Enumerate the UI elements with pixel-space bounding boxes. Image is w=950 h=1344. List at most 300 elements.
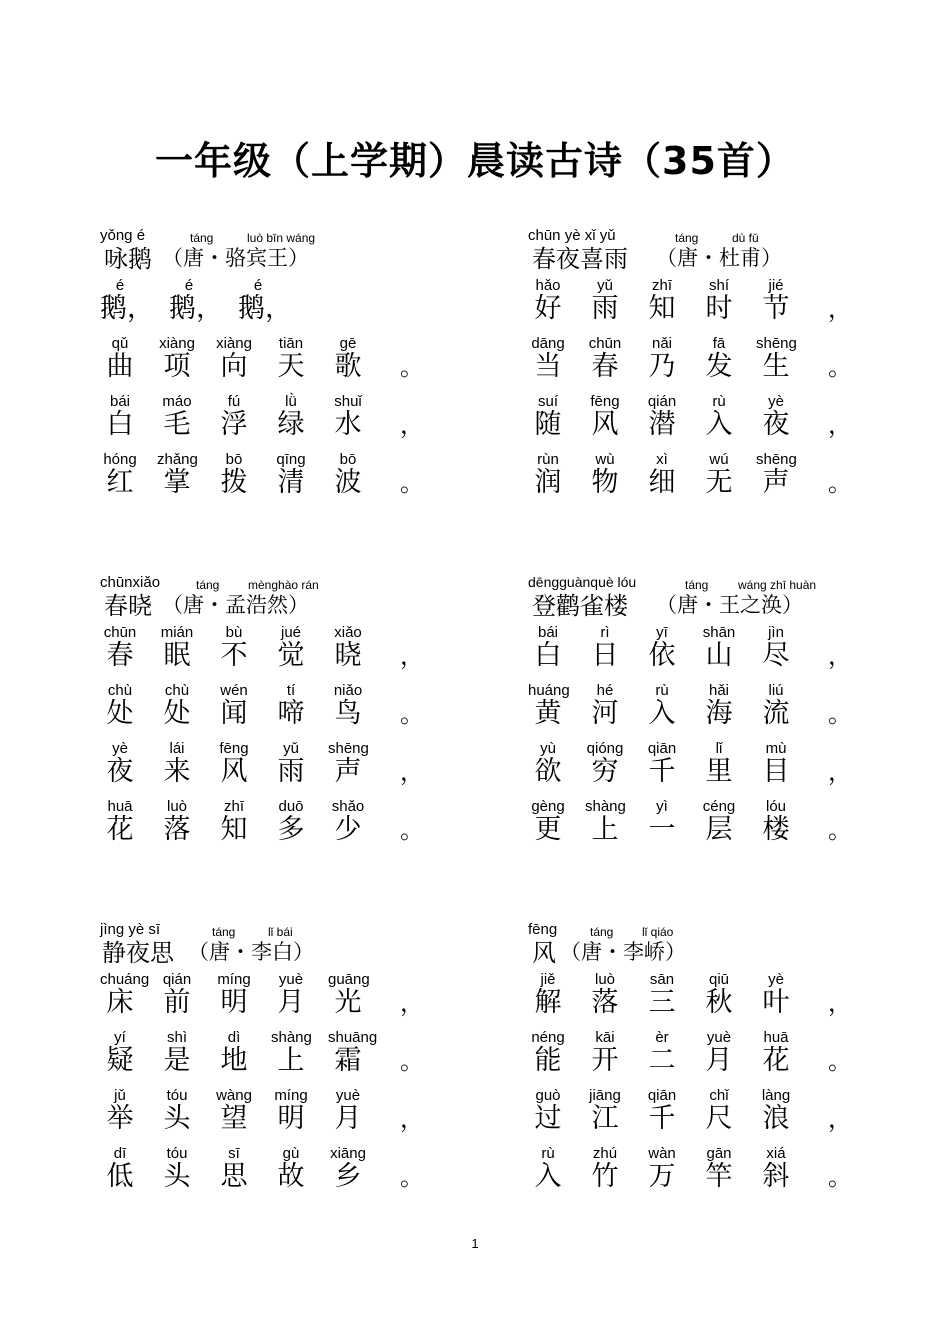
- poem-title-pinyin: fēng: [528, 921, 558, 938]
- character: 水: [334, 409, 362, 440]
- character-pinyin: nǎi: [651, 335, 673, 352]
- character-pinyin: hǎo: [535, 277, 561, 294]
- character: 望: [220, 1103, 248, 1134]
- character: 二: [648, 1045, 676, 1076]
- character-pinyin: rù: [655, 682, 669, 699]
- character: 夜: [762, 409, 790, 440]
- character-pinyin: xiá: [766, 1145, 786, 1162]
- character: 眠: [163, 640, 191, 671]
- page-number: 1: [471, 1236, 479, 1251]
- poem-title: 咏鹅: [104, 245, 152, 273]
- poem-author: （唐・骆宾王）: [162, 246, 309, 270]
- line-punctuation: 。: [828, 816, 852, 844]
- character-pinyin: lǜ: [285, 393, 297, 410]
- character-pinyin: fēng: [219, 740, 249, 757]
- character-pinyin: tí: [286, 682, 296, 699]
- page-title: 一年级（上学期）晨读古诗（35首）: [155, 139, 795, 183]
- dynasty-pinyin: táng: [196, 578, 220, 592]
- character-pinyin: lái: [169, 740, 185, 757]
- character-pinyin: shēng: [756, 335, 797, 352]
- poem-line: [100, 1088, 480, 1146]
- line-punctuation: ，: [400, 411, 424, 439]
- character-pinyin: bù: [225, 624, 243, 641]
- character: 是: [163, 1045, 191, 1076]
- character: 楼: [762, 814, 790, 845]
- line-punctuation: ，: [400, 642, 424, 670]
- character-pinyin: céng: [702, 798, 736, 815]
- poem-title: 春晓: [104, 592, 152, 620]
- character-pinyin: máo: [162, 393, 192, 410]
- line-punctuation: 。: [400, 816, 424, 844]
- character-pinyin: chūn: [103, 624, 137, 641]
- poem-header: [528, 922, 908, 972]
- character: 目: [762, 756, 790, 787]
- poem: [100, 228, 480, 510]
- character-pinyin: guò: [535, 1087, 561, 1104]
- character-pinyin: sī: [228, 1145, 240, 1162]
- author-pinyin: dù fǔ: [732, 231, 759, 245]
- character: 入: [648, 698, 676, 729]
- author-pinyin: wáng zhī huàn: [738, 578, 817, 592]
- poem-header: [100, 228, 480, 278]
- character: 雨: [277, 756, 305, 787]
- character: 叶: [762, 987, 790, 1018]
- character-pinyin: fēng: [590, 393, 620, 410]
- character: 细: [648, 467, 676, 498]
- character-pinyin: shēng: [756, 451, 797, 468]
- poem-title: 静夜思: [102, 939, 174, 967]
- character-pinyin: bō: [339, 451, 357, 468]
- character-pinyin: kāi: [595, 1029, 615, 1046]
- character-pinyin: hǎi: [708, 682, 730, 699]
- poem-line: [100, 336, 480, 394]
- poem-line: [100, 1030, 480, 1088]
- dynasty-pinyin: táng: [212, 925, 236, 939]
- line-punctuation: 。: [400, 469, 424, 497]
- character-pinyin: duō: [278, 798, 304, 815]
- character: 啼: [277, 698, 305, 729]
- character: 尽: [762, 640, 790, 671]
- character-pinyin: yǔ: [597, 277, 613, 294]
- character: 鹅，: [100, 293, 154, 324]
- poem-header: [100, 575, 480, 625]
- character-pinyin: chuáng: [100, 971, 150, 988]
- character-pinyin: tiān: [278, 335, 304, 352]
- character: 白: [106, 409, 134, 440]
- line-punctuation: 。: [828, 469, 852, 497]
- character: 发: [705, 351, 733, 382]
- character-pinyin: yuè: [706, 1029, 732, 1046]
- line-punctuation: ，: [828, 642, 852, 670]
- poem-line: [528, 278, 908, 336]
- character: 时: [705, 293, 733, 324]
- poem: [528, 922, 908, 1204]
- line-punctuation: 。: [828, 1047, 852, 1075]
- character: 潜: [648, 409, 676, 440]
- character-pinyin: hé: [596, 682, 614, 699]
- character-pinyin: yè: [112, 740, 128, 757]
- character: 晓: [334, 640, 362, 671]
- character: 更: [534, 814, 562, 845]
- character: 举: [106, 1103, 134, 1134]
- poem-title: 风: [532, 939, 556, 967]
- character: 浮: [220, 409, 248, 440]
- poem-line: [100, 1146, 480, 1204]
- character: 无: [705, 467, 733, 498]
- character-pinyin: jiāng: [589, 1087, 621, 1104]
- line-punctuation: 。: [400, 1163, 424, 1191]
- character-pinyin: èr: [655, 1029, 669, 1046]
- character: 少: [334, 814, 362, 845]
- character: 毛: [163, 409, 191, 440]
- character-pinyin: qiū: [708, 971, 730, 988]
- character: 竿: [705, 1161, 733, 1192]
- poem: [528, 228, 908, 510]
- line-punctuation: 。: [828, 1163, 852, 1191]
- character: 欲: [534, 756, 562, 787]
- character-pinyin: chù: [107, 682, 133, 699]
- character: 入: [534, 1161, 562, 1192]
- line-punctuation: ，: [828, 411, 852, 439]
- poem-line: [100, 394, 480, 452]
- character-pinyin: é: [253, 277, 263, 294]
- character-pinyin: chūn: [588, 335, 622, 352]
- character: 依: [648, 640, 676, 671]
- character: 山: [705, 640, 733, 671]
- character: 流: [762, 698, 790, 729]
- character-pinyin: jiě: [540, 971, 556, 988]
- character-pinyin: rù: [712, 393, 726, 410]
- character: 落: [591, 987, 619, 1018]
- character-pinyin: shí: [708, 277, 729, 294]
- poem-author: （唐・孟浩然）: [162, 593, 309, 617]
- character: 白: [534, 640, 562, 671]
- character-pinyin: xiāng: [330, 1145, 366, 1162]
- character: 过: [534, 1103, 562, 1134]
- character: 波: [334, 467, 362, 498]
- character-pinyin: dì: [227, 1029, 241, 1046]
- character: 生: [762, 351, 790, 382]
- character-pinyin: làng: [761, 1087, 791, 1104]
- line-punctuation: ，: [400, 758, 424, 786]
- poem: [100, 575, 480, 857]
- character: 竹: [591, 1161, 619, 1192]
- character: 地: [220, 1045, 248, 1076]
- character-pinyin: luò: [594, 971, 616, 988]
- character: 花: [762, 1045, 790, 1076]
- poem-line: [528, 683, 908, 741]
- character-pinyin: sān: [649, 971, 675, 988]
- character: 秋: [705, 987, 733, 1018]
- character-pinyin: shuāng: [328, 1029, 378, 1046]
- poem-line: [528, 1030, 908, 1088]
- character: 头: [163, 1161, 191, 1192]
- character: 夜: [106, 756, 134, 787]
- character-pinyin: xiàng: [159, 335, 195, 352]
- character: 不: [220, 640, 248, 671]
- character: 明: [220, 987, 248, 1018]
- character-pinyin: huā: [107, 798, 133, 815]
- character-pinyin: xiǎo: [334, 624, 362, 641]
- character-pinyin: gèng: [531, 798, 565, 815]
- poem-line: [528, 1088, 908, 1146]
- character-pinyin: rù: [541, 1145, 555, 1162]
- character-pinyin: shēng: [328, 740, 369, 757]
- character-pinyin: gē: [339, 335, 357, 352]
- character: 明: [277, 1103, 305, 1134]
- character: 浪: [762, 1103, 790, 1134]
- character-pinyin: xì: [656, 451, 668, 468]
- poem-line: [528, 336, 908, 394]
- character: 鹅，: [169, 293, 223, 324]
- poem-line: [528, 394, 908, 452]
- character: 解: [534, 987, 562, 1018]
- character-pinyin: yuè: [278, 971, 304, 988]
- author-pinyin: lǐ qiáo: [642, 925, 674, 939]
- dynasty-pinyin: táng: [685, 578, 709, 592]
- character: 疑: [106, 1045, 134, 1076]
- character: 风: [591, 409, 619, 440]
- poem-line: [528, 452, 908, 510]
- character: 春: [106, 640, 134, 671]
- line-punctuation: 。: [400, 700, 424, 728]
- character: 低: [106, 1161, 134, 1192]
- character: 拨: [220, 467, 248, 498]
- poem-title-pinyin: jìng yè sī: [100, 921, 161, 938]
- character-pinyin: jié: [768, 277, 784, 294]
- character-pinyin: huā: [763, 1029, 789, 1046]
- character: 月: [277, 987, 305, 1018]
- character: 入: [705, 409, 733, 440]
- line-punctuation: 。: [400, 353, 424, 381]
- character-pinyin: suí: [537, 393, 558, 410]
- character: 落: [163, 814, 191, 845]
- character-pinyin: bái: [109, 393, 131, 410]
- character: 物: [591, 467, 619, 498]
- poem-line: [100, 972, 480, 1030]
- character: 头: [163, 1103, 191, 1134]
- character: 花: [106, 814, 134, 845]
- character-pinyin: shàng: [585, 798, 626, 815]
- line-punctuation: 。: [828, 353, 852, 381]
- character-pinyin: wú: [709, 451, 729, 468]
- character: 好: [534, 293, 562, 324]
- line-punctuation: ，: [828, 295, 852, 323]
- character-pinyin: néng: [531, 1029, 565, 1046]
- character: 多: [277, 814, 305, 845]
- character-pinyin: bái: [537, 624, 559, 641]
- character: 海: [705, 698, 733, 729]
- character-pinyin: shàng: [271, 1029, 312, 1046]
- character-pinyin: yuè: [335, 1087, 361, 1104]
- character-pinyin: niǎo: [333, 682, 363, 699]
- character-pinyin: gān: [706, 1145, 732, 1162]
- poem-title-pinyin: dēngguànquè lóu: [528, 574, 637, 590]
- line-punctuation: ，: [828, 989, 852, 1017]
- character: 乡: [334, 1161, 362, 1192]
- author-pinyin: lǐ bái: [268, 925, 293, 939]
- line-punctuation: 。: [828, 700, 852, 728]
- character: 润: [534, 467, 562, 498]
- character: 觉: [277, 640, 305, 671]
- character-pinyin: yī: [656, 624, 668, 641]
- poem-line: [100, 278, 480, 336]
- character-pinyin: gù: [282, 1145, 300, 1162]
- poem-line: [528, 1146, 908, 1204]
- character: 节: [762, 293, 790, 324]
- character: 层: [705, 814, 733, 845]
- poem-title-pinyin: yǒng é: [100, 227, 146, 244]
- poem-line: [528, 972, 908, 1030]
- character-pinyin: yǔ: [283, 740, 299, 757]
- character-pinyin: wàng: [216, 1087, 252, 1104]
- poem-line: [100, 683, 480, 741]
- line-punctuation: ，: [400, 989, 424, 1017]
- character: 能: [534, 1045, 562, 1076]
- character: 思: [220, 1161, 248, 1192]
- character: 红: [106, 467, 134, 498]
- character-pinyin: qiān: [647, 1087, 677, 1104]
- character-pinyin: rì: [600, 624, 610, 641]
- poem-title: 春夜喜雨: [532, 245, 628, 273]
- character-pinyin: jǔ: [114, 1087, 126, 1104]
- character-pinyin: guāng: [328, 971, 370, 988]
- character-pinyin: qián: [162, 971, 192, 988]
- character: 风: [220, 756, 248, 787]
- character-pinyin: chǐ: [709, 1087, 729, 1104]
- character-pinyin: yì: [656, 798, 668, 815]
- character-pinyin: dāng: [531, 335, 565, 352]
- character: 绿: [277, 409, 305, 440]
- poem-title-pinyin: chūn yè xǐ yǔ: [528, 227, 616, 244]
- character: 光: [334, 987, 362, 1018]
- character-pinyin: qiān: [647, 740, 677, 757]
- character-pinyin: qián: [647, 393, 677, 410]
- line-punctuation: 。: [400, 1047, 424, 1075]
- character: 上: [277, 1045, 305, 1076]
- character-pinyin: míng: [274, 1087, 308, 1104]
- poem-line: [100, 741, 480, 799]
- character-pinyin: yè: [768, 971, 784, 988]
- character: 曲: [106, 351, 134, 382]
- character: 来: [163, 756, 191, 787]
- character: 开: [591, 1045, 619, 1076]
- character: 随: [534, 409, 562, 440]
- character: 歌: [334, 351, 362, 382]
- poem: [528, 575, 908, 857]
- poem-author: （唐・李白）: [188, 940, 314, 964]
- character: 春: [591, 351, 619, 382]
- poem-line: [100, 799, 480, 857]
- dynasty-pinyin: táng: [590, 925, 614, 939]
- character-pinyin: fā: [712, 335, 726, 352]
- character-pinyin: é: [184, 277, 194, 294]
- character-pinyin: lǐ: [715, 740, 723, 757]
- character-pinyin: jué: [280, 624, 302, 641]
- character-pinyin: wù: [595, 451, 615, 468]
- character-pinyin: luò: [166, 798, 188, 815]
- poem-title: 登鹳雀楼: [532, 592, 628, 620]
- character: 鹅，: [238, 293, 292, 324]
- character: 江: [591, 1103, 619, 1134]
- character-pinyin: tóu: [166, 1087, 188, 1104]
- character-pinyin: shān: [702, 624, 736, 641]
- character: 清: [277, 467, 305, 498]
- character-pinyin: qǔ: [111, 335, 129, 352]
- character-pinyin: hóng: [103, 451, 137, 468]
- character: 河: [591, 698, 619, 729]
- character-pinyin: chù: [164, 682, 190, 699]
- character-pinyin: zhǎng: [157, 451, 198, 468]
- character: 一: [648, 814, 676, 845]
- character: 知: [648, 293, 676, 324]
- character-pinyin: bō: [225, 451, 243, 468]
- poem: [100, 922, 480, 1204]
- poem-header: [528, 575, 908, 625]
- character: 上: [591, 814, 619, 845]
- character-pinyin: rùn: [537, 451, 559, 468]
- character-pinyin: liú: [768, 682, 784, 699]
- character: 声: [762, 467, 790, 498]
- character: 里: [705, 756, 733, 787]
- poem-header: [100, 922, 480, 972]
- character-pinyin: xiàng: [216, 335, 252, 352]
- poem-author: （唐・李峤）: [560, 940, 686, 964]
- character: 鸟: [334, 698, 362, 729]
- character: 乃: [648, 351, 676, 382]
- poem-title-pinyin: chūnxiǎo: [100, 574, 161, 591]
- character-pinyin: fú: [227, 393, 241, 410]
- character-pinyin: shì: [166, 1029, 187, 1046]
- character-pinyin: wén: [220, 682, 248, 699]
- character: 黄: [534, 698, 562, 729]
- poem-author: （唐・王之涣）: [656, 593, 803, 617]
- character: 项: [163, 351, 191, 382]
- poem-line: [100, 625, 480, 683]
- character-pinyin: huáng: [528, 682, 570, 699]
- character: 处: [163, 698, 191, 729]
- character: 处: [106, 698, 134, 729]
- character-pinyin: lóu: [765, 798, 787, 815]
- character-pinyin: yè: [768, 393, 784, 410]
- character: 穷: [591, 756, 619, 787]
- character: 万: [648, 1161, 676, 1192]
- character-pinyin: qīng: [276, 451, 306, 468]
- line-punctuation: ，: [828, 758, 852, 786]
- character: 千: [648, 756, 676, 787]
- character-pinyin: qióng: [586, 740, 624, 757]
- character-pinyin: zhī: [651, 277, 672, 294]
- character: 霜: [334, 1045, 362, 1076]
- character: 斜: [762, 1161, 790, 1192]
- character: 雨: [591, 293, 619, 324]
- character-pinyin: zhī: [223, 798, 244, 815]
- character: 月: [334, 1103, 362, 1134]
- character-pinyin: zhú: [592, 1145, 618, 1162]
- character-pinyin: jìn: [768, 624, 784, 641]
- character: 日: [591, 640, 619, 671]
- character-pinyin: tóu: [166, 1145, 188, 1162]
- character: 知: [220, 814, 248, 845]
- character: 声: [334, 756, 362, 787]
- character: 天: [277, 351, 305, 382]
- poem-line: [528, 741, 908, 799]
- character-pinyin: é: [115, 277, 125, 294]
- character-pinyin: míng: [217, 971, 251, 988]
- poem-line: [528, 625, 908, 683]
- poem-line: [528, 799, 908, 857]
- poem-header: [528, 228, 908, 278]
